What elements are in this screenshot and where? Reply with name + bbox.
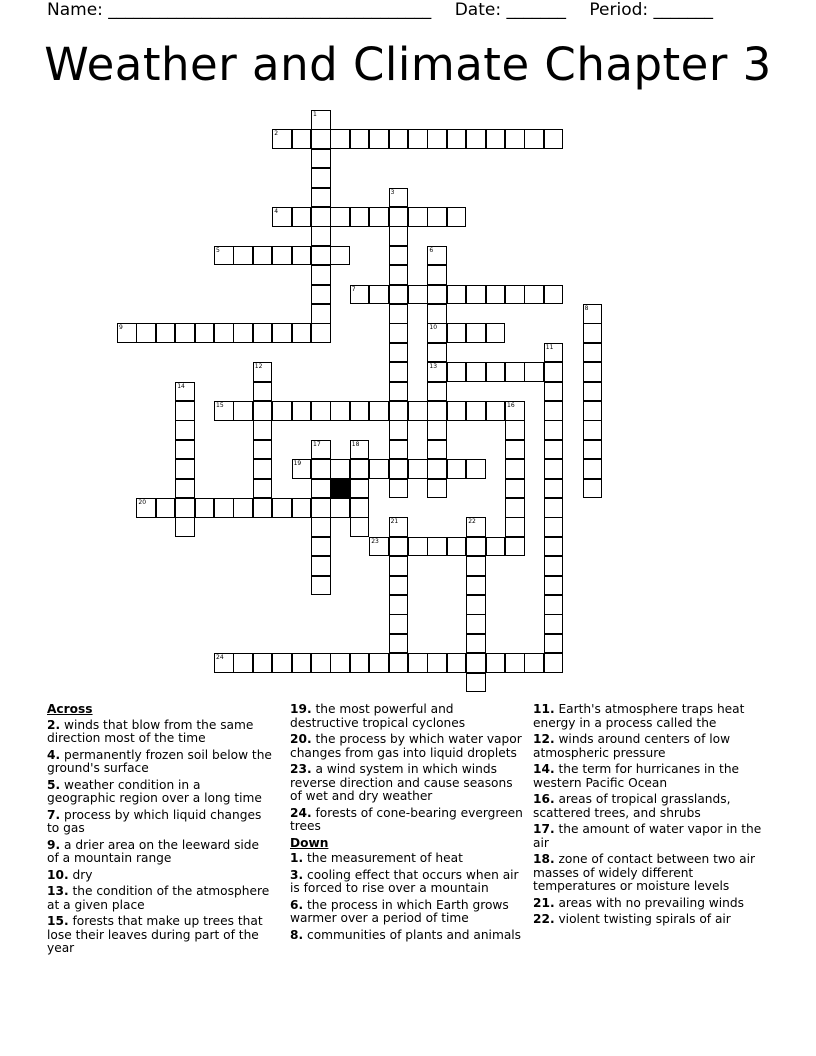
clue-number: 3 — [390, 188, 395, 196]
grid-cell[interactable] — [583, 323, 603, 343]
grid-cell[interactable] — [369, 207, 389, 227]
clue-item: 9. a drier area on the leeward side of a mountain range — [47, 837, 260, 865]
grid-cell[interactable] — [544, 614, 564, 634]
clue-number: 5 — [216, 246, 220, 254]
date-field[interactable]: Date: _______ — [454, 0, 566, 20]
clue-item: 18. zone of contact between two air masses of widely different temperatures or moisture levels — [533, 852, 756, 893]
clue-item: 6. the process in which Earth grows warmer over a period of time — [290, 897, 509, 925]
grid-cell[interactable] — [486, 401, 506, 421]
grid-cell[interactable] — [447, 323, 467, 343]
grid-cell[interactable] — [505, 459, 525, 479]
grid-cell[interactable] — [389, 343, 409, 363]
grid-cell[interactable] — [311, 110, 331, 130]
grid-cell[interactable] — [505, 129, 525, 149]
grid-cell[interactable] — [292, 401, 312, 421]
grid-cell[interactable] — [292, 129, 312, 149]
clue-item: 24. forests of cone-bearing evergreen trees — [290, 805, 523, 833]
grid-cell[interactable] — [311, 129, 331, 149]
grid-cell[interactable] — [311, 401, 331, 421]
grid-cell[interactable] — [408, 459, 428, 479]
clue-item: 2. winds that blow from the same direction most of the time — [47, 717, 254, 745]
grid-cell[interactable] — [389, 246, 409, 266]
grid-cell[interactable] — [486, 653, 506, 673]
clue-number: 10 — [429, 324, 438, 332]
clue-item: 22. violent twisting spirals of air — [533, 912, 731, 926]
grid-cell[interactable] — [311, 576, 331, 596]
grid-cell[interactable] — [583, 459, 603, 479]
grid-cell[interactable] — [389, 576, 409, 596]
grid-cell[interactable] — [447, 285, 467, 305]
grid-cell[interactable] — [253, 401, 273, 421]
grid-cell[interactable] — [156, 498, 176, 518]
grid-cell[interactable] — [330, 129, 350, 149]
grid-cell[interactable] — [369, 401, 389, 421]
grid-cell[interactable] — [214, 498, 234, 518]
clue-number: 16 — [507, 402, 515, 409]
grid-cell[interactable] — [427, 265, 447, 285]
grid-cell[interactable] — [389, 265, 409, 285]
clue-column-1 — [47, 703, 272, 959]
grid-cell[interactable] — [447, 401, 467, 421]
grid-cell[interactable] — [311, 459, 331, 479]
grid-cell[interactable] — [330, 653, 350, 673]
grid-cell[interactable] — [544, 285, 564, 305]
grid-cell[interactable] — [427, 459, 447, 479]
grid-cell[interactable] — [350, 129, 370, 149]
grid-cell[interactable] — [583, 420, 603, 440]
grid-cell[interactable] — [389, 653, 409, 673]
grid-cell[interactable] — [408, 401, 428, 421]
grid-cell[interactable] — [369, 459, 389, 479]
grid-cell[interactable] — [389, 188, 409, 208]
grid-cell[interactable] — [233, 498, 253, 518]
grid-cell[interactable] — [389, 595, 409, 615]
grid-cell[interactable] — [272, 129, 292, 149]
grid-cell[interactable] — [466, 614, 486, 634]
clue-number: 22 — [468, 518, 476, 526]
grid-cell[interactable] — [233, 323, 253, 343]
grid-cell[interactable] — [466, 459, 486, 479]
grid-cell[interactable] — [505, 517, 525, 537]
grid-cell[interactable] — [544, 479, 564, 499]
grid-cell[interactable] — [544, 420, 564, 440]
grid-cell[interactable] — [369, 537, 389, 557]
grid-cell[interactable] — [253, 479, 273, 499]
grid-cell[interactable] — [369, 129, 389, 149]
grid-cell[interactable] — [311, 556, 331, 576]
grid-cell[interactable] — [583, 304, 603, 324]
clue-number: 12 — [254, 363, 263, 371]
grid-cell[interactable] — [253, 246, 273, 266]
grid-cell[interactable] — [408, 653, 428, 673]
grid-cell[interactable] — [427, 401, 447, 421]
grid-cell[interactable] — [427, 362, 447, 382]
clue-number: 23 — [371, 537, 379, 545]
clue-number: 21 — [390, 518, 399, 526]
grid-cell[interactable] — [311, 304, 331, 324]
grid-cell[interactable] — [292, 246, 312, 266]
grid-cell[interactable] — [447, 362, 467, 382]
grid-cell[interactable] — [233, 653, 253, 673]
clue-number: 14 — [177, 382, 185, 390]
grid-cell[interactable] — [175, 382, 195, 402]
grid-cell[interactable] — [175, 517, 195, 537]
clue-number: 18 — [351, 440, 360, 448]
clue-number: 7 — [351, 285, 356, 293]
grid-cell[interactable] — [427, 479, 447, 499]
grid-cell[interactable] — [311, 188, 331, 208]
grid-cell[interactable] — [544, 382, 564, 402]
grid-cell[interactable] — [486, 129, 506, 149]
clue-item: 15. forests that make up trees that lose their leaves during part of the year — [47, 914, 263, 955]
grid-cell[interactable] — [389, 382, 409, 402]
grid-cell[interactable] — [136, 498, 156, 518]
grid-cell[interactable] — [195, 498, 215, 518]
grid-cell[interactable] — [253, 498, 273, 518]
grid-cell[interactable] — [389, 614, 409, 634]
grid-cell[interactable] — [389, 207, 409, 227]
grid-cell[interactable] — [427, 343, 447, 363]
grid-cell[interactable] — [524, 285, 544, 305]
grid-cell[interactable] — [466, 634, 486, 654]
grid-cell[interactable] — [292, 323, 312, 343]
grid-cell[interactable] — [311, 207, 331, 227]
grid-cell[interactable] — [427, 420, 447, 440]
clue-number: 20 — [138, 499, 147, 506]
grid-cell[interactable] — [583, 440, 603, 460]
period-field[interactable]: Period: _______ — [589, 0, 714, 20]
clue-number: 15 — [216, 402, 224, 409]
grid-cell[interactable] — [389, 459, 409, 479]
grid-cell[interactable] — [253, 382, 273, 402]
clue-number: 11 — [545, 343, 554, 351]
clue-number: 19 — [293, 460, 302, 468]
grid-cell[interactable] — [544, 576, 564, 596]
grid-cell[interactable] — [233, 246, 253, 266]
grid-cell[interactable] — [447, 459, 467, 479]
name-field[interactable]: Name: ______________________________________ — [47, 0, 432, 20]
grid-cell[interactable] — [466, 401, 486, 421]
clue-number: 1 — [313, 111, 317, 118]
grid-cell[interactable] — [389, 537, 409, 557]
clue-item: 16. areas of tropical grasslands, scattered trees, and shrubs — [533, 792, 731, 820]
grid-cell[interactable] — [389, 304, 409, 324]
grid-cell[interactable] — [311, 226, 331, 246]
grid-cell[interactable] — [272, 401, 292, 421]
clue-item: 3. cooling effect that occurs when air is forced to rise over a mountain — [290, 867, 519, 895]
grid-cell[interactable] — [544, 498, 564, 518]
grid-cell[interactable] — [350, 440, 370, 460]
grid-cell[interactable] — [253, 362, 273, 382]
grid-cell[interactable] — [292, 653, 312, 673]
grid-cell[interactable] — [583, 362, 603, 382]
grid-cell[interactable] — [505, 537, 525, 557]
grid-cell[interactable] — [311, 168, 331, 188]
clue-column-2 — [290, 703, 525, 945]
grid-cell[interactable] — [350, 479, 370, 499]
grid-cell[interactable] — [544, 634, 564, 654]
grid-cell[interactable] — [466, 556, 486, 576]
grid-cell[interactable] — [389, 556, 409, 576]
clue-item: 8. communities of plants and animals — [290, 927, 522, 942]
grid-cell[interactable] — [175, 479, 195, 499]
grid-cell[interactable] — [544, 459, 564, 479]
grid-cell[interactable] — [330, 459, 350, 479]
grid-cell[interactable] — [505, 479, 525, 499]
grid-cell[interactable] — [544, 362, 564, 382]
grid-cell[interactable] — [311, 285, 331, 305]
grid-cell[interactable] — [389, 129, 409, 149]
down-heading: Down — [290, 835, 329, 850]
grid-cell[interactable] — [369, 653, 389, 673]
clue-item: 20. the process by which water vapor changes from gas into liquid droplets — [290, 732, 522, 760]
grid-cell[interactable] — [486, 537, 506, 557]
grid-cell[interactable] — [389, 362, 409, 382]
clue-number: 9 — [119, 324, 123, 332]
grid-cell[interactable] — [311, 440, 331, 460]
grid-cell[interactable] — [272, 498, 292, 518]
grid-cell[interactable] — [214, 323, 234, 343]
grid-cell[interactable] — [311, 479, 331, 499]
grid-cell[interactable] — [447, 653, 467, 673]
grid-cell[interactable] — [466, 285, 486, 305]
grid-cell[interactable] — [505, 440, 525, 460]
clue-number: 2 — [274, 130, 279, 138]
grid-cell[interactable] — [447, 207, 467, 227]
grid-cell[interactable] — [486, 362, 506, 382]
grid-cell[interactable] — [427, 246, 447, 266]
grid-cell[interactable] — [214, 246, 234, 266]
grid-cell[interactable] — [175, 498, 195, 518]
clue-number: 4 — [274, 208, 279, 215]
grid-cell[interactable] — [389, 420, 409, 440]
clue-item: 5. weather condition in a geographic region over a long time — [47, 777, 262, 805]
clue-item: 7. process by which liquid changes to gas — [47, 807, 262, 835]
grid-cell[interactable] — [214, 401, 234, 421]
grid-cell[interactable] — [544, 595, 564, 615]
grid-cell[interactable] — [427, 207, 447, 227]
grid-cell[interactable] — [583, 479, 603, 499]
grid-cell[interactable] — [350, 207, 370, 227]
grid-cell[interactable] — [175, 459, 195, 479]
clue-item: 4. permanently frozen soil below the ground's surface — [47, 747, 272, 775]
grid-cell[interactable] — [427, 537, 447, 557]
grid-cell[interactable] — [175, 401, 195, 421]
clue-column-3 — [533, 703, 763, 930]
grid-cell[interactable] — [253, 440, 273, 460]
grid-cell[interactable] — [350, 285, 370, 305]
grid-cell[interactable] — [311, 323, 331, 343]
grid-cell[interactable] — [583, 343, 603, 363]
grid-cell[interactable] — [311, 246, 331, 266]
grid-cell[interactable] — [233, 401, 253, 421]
grid-cell[interactable] — [505, 498, 525, 518]
grid-cell[interactable] — [330, 207, 350, 227]
grid-cell[interactable] — [253, 459, 273, 479]
grid-cell[interactable] — [292, 207, 312, 227]
across-heading: Across — [47, 702, 93, 716]
clue-item: 23. a wind system in which winds reverse direction and cause seasons of wet and dry weather — [290, 762, 513, 803]
grid-cell[interactable] — [466, 517, 486, 537]
grid-cell[interactable] — [408, 129, 428, 149]
clue-number: 13 — [429, 363, 438, 371]
grid-cell[interactable] — [408, 285, 428, 305]
grid-cell[interactable] — [583, 401, 603, 421]
grid-cell[interactable] — [427, 653, 447, 673]
grid-cell[interactable] — [427, 304, 447, 324]
grid-cell[interactable] — [272, 653, 292, 673]
grid-cell[interactable] — [350, 459, 370, 479]
grid-cell[interactable] — [486, 285, 506, 305]
clue-item: 12. winds around centers of low atmospheric pressure — [533, 732, 731, 760]
clue-item: 14. the term for hurricanes in the western Pacific Ocean — [533, 762, 740, 790]
clue-number: 6 — [429, 246, 434, 254]
grid-cell[interactable] — [544, 517, 564, 537]
grid-cell[interactable] — [466, 653, 486, 673]
grid-cell[interactable] — [253, 323, 273, 343]
grid-cell[interactable] — [389, 285, 409, 305]
grid-cell[interactable] — [389, 323, 409, 343]
grid-cell[interactable] — [214, 653, 234, 673]
grid-cell[interactable] — [350, 653, 370, 673]
grid-cell[interactable] — [195, 323, 215, 343]
grid-cell[interactable] — [350, 498, 370, 518]
grid-cell[interactable] — [389, 440, 409, 460]
grid-cell[interactable] — [311, 265, 331, 285]
grid-cell[interactable] — [389, 517, 409, 537]
grid-cell[interactable] — [544, 537, 564, 557]
grid-cell[interactable] — [330, 498, 350, 518]
grid-cell[interactable] — [466, 537, 486, 557]
clue-item: 1. the measurement of heat — [290, 851, 463, 865]
clue-item: 19. the most powerful and destructive tropical cyclones — [290, 702, 466, 730]
grid-cell[interactable] — [175, 323, 195, 343]
grid-cell[interactable] — [117, 323, 137, 343]
grid-cell[interactable] — [156, 323, 176, 343]
grid-cell[interactable] — [311, 537, 331, 557]
grid-cell[interactable] — [292, 498, 312, 518]
grid-cell[interactable] — [175, 420, 195, 440]
grid-cell[interactable] — [389, 226, 409, 246]
grid-cell[interactable] — [466, 673, 486, 693]
grid-cell[interactable] — [408, 207, 428, 227]
grid-cell[interactable] — [427, 129, 447, 149]
grid-cell[interactable] — [311, 653, 331, 673]
grid-cell[interactable] — [544, 129, 564, 149]
blocked-cell — [330, 479, 350, 499]
grid-cell[interactable] — [253, 420, 273, 440]
grid-cell[interactable] — [427, 440, 447, 460]
grid-cell[interactable] — [544, 401, 564, 421]
grid-cell[interactable] — [505, 285, 525, 305]
grid-cell[interactable] — [175, 440, 195, 460]
grid-cell[interactable] — [583, 382, 603, 402]
clue-item: 17. the amount of water vapor in the air — [533, 822, 762, 850]
clue-number: 17 — [313, 440, 321, 448]
grid-cell[interactable] — [427, 382, 447, 402]
grid-cell[interactable] — [408, 537, 428, 557]
grid-cell[interactable] — [466, 129, 486, 149]
clue-item: 10. dry — [47, 867, 93, 882]
grid-cell[interactable] — [272, 323, 292, 343]
grid-cell[interactable] — [505, 362, 525, 382]
grid-cell[interactable] — [486, 323, 506, 343]
grid-cell[interactable] — [544, 440, 564, 460]
grid-cell[interactable] — [505, 420, 525, 440]
grid-cell[interactable] — [330, 401, 350, 421]
grid-cell[interactable] — [466, 576, 486, 596]
grid-cell[interactable] — [524, 362, 544, 382]
grid-cell[interactable] — [524, 129, 544, 149]
page-title: Weather and Climate Chapter 3 — [44, 38, 772, 91]
grid-cell[interactable] — [292, 459, 312, 479]
grid-cell[interactable] — [350, 401, 370, 421]
grid-cell[interactable] — [505, 401, 525, 421]
grid-cell[interactable] — [544, 343, 564, 363]
grid-cell[interactable] — [311, 498, 331, 518]
clue-item: 13. the condition of the atmosphere at a given place — [47, 884, 270, 912]
grid-cell[interactable] — [389, 634, 409, 654]
grid-cell[interactable] — [466, 323, 486, 343]
grid-cell[interactable] — [350, 517, 370, 537]
grid-cell[interactable] — [389, 401, 409, 421]
grid-cell[interactable] — [466, 595, 486, 615]
grid-cell[interactable] — [272, 207, 292, 227]
grid-cell[interactable] — [330, 246, 350, 266]
grid-cell[interactable] — [466, 362, 486, 382]
clue-number: 24 — [216, 654, 224, 662]
grid-cell[interactable] — [311, 517, 331, 537]
clue-number: 8 — [584, 305, 589, 312]
grid-cell[interactable] — [253, 653, 273, 673]
grid-cell[interactable] — [427, 323, 447, 343]
grid-cell[interactable] — [136, 323, 156, 343]
grid-cell[interactable] — [369, 285, 389, 305]
grid-cell[interactable] — [447, 537, 467, 557]
grid-cell[interactable] — [389, 479, 409, 499]
grid-cell[interactable] — [524, 653, 544, 673]
grid-cell[interactable] — [447, 129, 467, 149]
clue-item: 11. Earth's atmosphere traps heat energy in a process called the — [533, 702, 745, 730]
grid-cell[interactable] — [505, 653, 525, 673]
grid-cell[interactable] — [272, 246, 292, 266]
grid-cell[interactable] — [427, 285, 447, 305]
grid-cell[interactable] — [544, 556, 564, 576]
grid-cell[interactable] — [311, 149, 331, 169]
grid-cell[interactable] — [544, 653, 564, 673]
clue-item: 21. areas with no prevailing winds — [533, 895, 744, 910]
